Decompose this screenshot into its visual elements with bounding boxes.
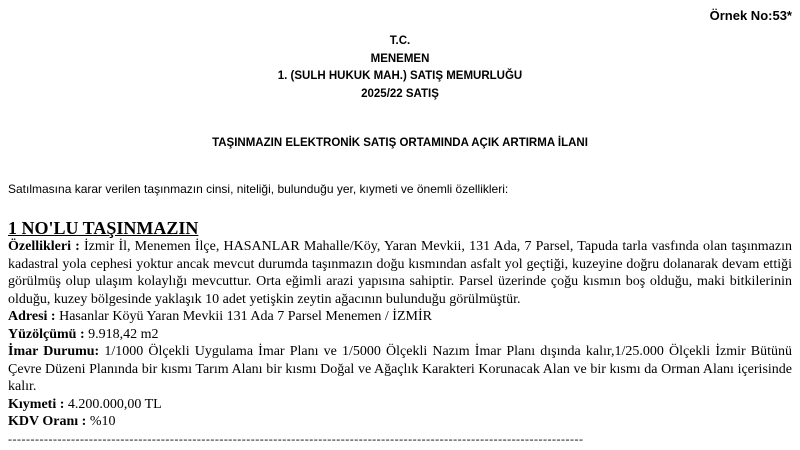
- document-header: [0, 33, 800, 103]
- header-city: MENEMEN: [370, 52, 430, 65]
- announcement-title: TAŞINMAZIN ELEKTRONİK SATIŞ ORTAMINDA AÇIK ARTIRMA İLANI: [212, 137, 588, 149]
- intro-text: Satılmasına karar verilen taşınmazın cinsi, niteliği, bulunduğu yer, kıymeti ve önemli özellikleri:: [8, 182, 509, 196]
- vat-label: KDV Oranı :: [8, 414, 87, 429]
- property-zoning: [8, 343, 792, 396]
- zoning-text: 1/1000 Ölçekli Uygulama İmar Planı ve 1/5000 Ölçekli Nazım İmar Planı dışında kalır,1/25.000 Ölçekli İzmir Bütünü Çevre Düzeni Planında bir kısmı Tarım Alanı bir kısmı Doğal ve Ağaçlık Karakteri Korunacak Alan ve bir kısmı da Orman Alanı içerisinde kalır.: [8, 344, 792, 394]
- property-area: [8, 326, 792, 344]
- header-tc: T.C.: [389, 35, 411, 47]
- value-label: Kıymeti :: [8, 396, 65, 412]
- zoning-label: İmar Durumu:: [8, 344, 100, 359]
- features-label: Özellikleri :: [8, 239, 80, 254]
- area-label: Yüzölçümü :: [8, 326, 85, 342]
- features-text: İzmir İl, Menemen İlçe, HASANLAR Mahalle/Köy, Yaran Mevkii, 131 Ada, 7 Parsel, Tapuda tarla vasfında olan taşınmazın kadastral yola cephesi yoktur ancak mevcut durumda taşınmazın doğu kısmından asfalt yol geçtiği, kuzeyine doğru dolanarak devam ettiği görülmüş olup ulaşım kolaylığı mevcuttur. Orta eğimli arazi yapısına sahiptir. Parsel üzerinde çoğu kısmın boş olduğu, maki bitkilerinin olduğu, kuzey bölgesinde yaklaşık 10 adet yetişkin zeytin ağacının bulunduğu görülmüştür.: [8, 239, 792, 307]
- property-address: [8, 308, 792, 326]
- address-text: Hasanlar Köyü Yaran Mevkii 131 Ada 7 Parsel Menemen / İZMİR: [55, 309, 432, 324]
- header-office: 1. (SULH HUKUK MAH.) SATIŞ MEMURLUĞU: [277, 70, 523, 82]
- property-value: [8, 396, 792, 414]
- property-section: [8, 218, 792, 445]
- property-features: [8, 238, 792, 308]
- property-title: 1 NO'LU TAŞINMAZIN: [8, 218, 199, 238]
- sample-number: Örnek No:53*: [709, 8, 792, 23]
- address-label: Adresi :: [8, 309, 56, 324]
- dashed-divider: --------------------------------------------------------------------------------------------------------------------------------: [8, 432, 584, 445]
- value-text: 4.200.000,00 TL: [64, 396, 162, 412]
- area-text: 9.918,42 m2: [84, 326, 159, 342]
- header-case-number: 2025/22 SATIŞ: [361, 87, 439, 100]
- property-vat: [8, 413, 792, 431]
- vat-text: %10: [86, 414, 116, 429]
